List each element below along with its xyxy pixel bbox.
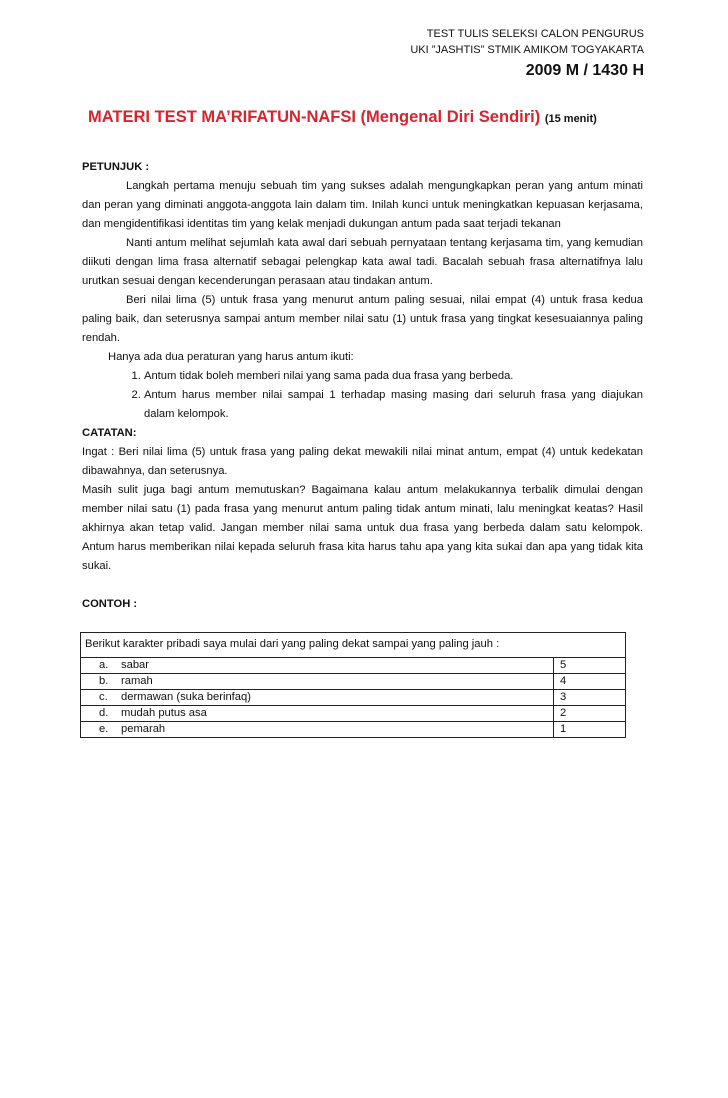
rule-item: 2. Antum harus member nilai sampai 1 terhadap masing masing dari seluruh frasa yang diajukan dalam kelompok. (144, 386, 643, 424)
table-row (81, 690, 625, 706)
title-main: MATERI TEST MA’RIFATUN-NAFSI (Mengenal Diri Sendiri) (88, 108, 541, 126)
petunjuk-paragraph-3: Beri nilai lima (5) untuk frasa yang menurut antum paling sesuai, nilai empat (4) untuk frasa kedua paling baik, dan seterusnya sampai antum member nilai satu (1) untuk frasa yang tingkat kesesuaiannya paling rendah. (82, 294, 643, 344)
row-score: 1 (554, 722, 626, 738)
row-text: pemarah (121, 723, 166, 735)
rules-list (82, 367, 643, 424)
row-score: 2 (554, 706, 626, 722)
rule-item: 1. Antum tidak boleh memberi nilai yang sama pada dua frasa yang berbeda. (144, 367, 643, 386)
row-letter: d. (99, 707, 109, 719)
row-letter: e. (99, 723, 109, 735)
table-row (81, 674, 625, 690)
row-letter: c. (99, 691, 108, 703)
row-text: mudah putus asa (121, 707, 207, 719)
catatan-heading: CATATAN: (82, 427, 137, 439)
example-box (80, 632, 626, 738)
example-table (81, 657, 625, 737)
document-title (88, 108, 597, 127)
rules-intro: Hanya ada dua peraturan yang harus antum ikuti: (108, 351, 354, 363)
example-intro: Berikut karakter pribadi saya mulai dari yang paling dekat sampai yang paling jauh : (85, 638, 500, 650)
table-row (81, 706, 625, 722)
contoh-heading: CONTOH : (82, 598, 138, 610)
header-line-2: UKI ”JASHTIS” STMIK AMIKOM TOGYAKARTA (410, 44, 644, 56)
catatan-paragraph-2: Masih sulit juga bagi antum memutuskan? Bagaimana kalau antum melakukannya terbalik dimulai dengan member nilai satu (1) pada frasa yang menurut antum paling tidak antum minati, lalu meningkat keatas? Hasil akhirnya akan tetap valid. Jangan member nilai sama untuk dua frasa yang berbeda dalam satu kelompok. Antum harus memberikan nilai kepada seluruh frasa kita harus tahu apa yang kita sukai dan apa yang tidak kita sukai. (82, 484, 643, 572)
row-text: dermawan (suka berinfaq) (121, 691, 251, 703)
row-score: 3 (554, 690, 626, 706)
row-letter: b. (99, 675, 109, 687)
catatan-paragraph-1: Ingat : Beri nilai lima (5) untuk frasa yang paling dekat mewakili nilai minat antum, empat (4) untuk kedekatan dibawahnya, dan seterusnya. (82, 446, 643, 477)
title-duration: (15 menit) (544, 113, 597, 125)
header-line-1: TEST TULIS SELEKSI CALON PENGURUS (426, 28, 644, 40)
petunjuk-paragraph-1: Langkah pertama menuju sebuah tim yang sukses adalah mengungkapkan peran yang antum minati dan peran yang diminati anggota-anggota lain dalam tim. Inilah kunci untuk meningkatkan kepuasan kerjasama, dan mengidentifikasi identitas tim yang kelak menjadi dukungan antum pada saat terjadi tekanan (82, 180, 643, 230)
header-year: 2009 M / 1430 H (525, 62, 644, 79)
row-letter: a. (99, 659, 109, 671)
row-text: sabar (121, 659, 149, 671)
row-text: ramah (121, 675, 153, 687)
table-row (81, 722, 625, 738)
document-header (410, 26, 644, 82)
petunjuk-heading: PETUNJUK : (82, 161, 150, 173)
row-score: 4 (554, 674, 626, 690)
document-body (82, 158, 643, 614)
table-row (81, 658, 625, 674)
petunjuk-paragraph-2: Nanti antum melihat sejumlah kata awal dari sebuah pernyataan tentang kerjasama tim, yang kemudian diikuti dengan lima frasa alternatif sebagai pelengkap kata awal tadi. Bacalah sebuah frasa alternatifnya lalu urutkan sesuai dengan kecenderungan perasaan atau tindakan antum. (82, 237, 643, 287)
row-score: 5 (554, 658, 626, 674)
